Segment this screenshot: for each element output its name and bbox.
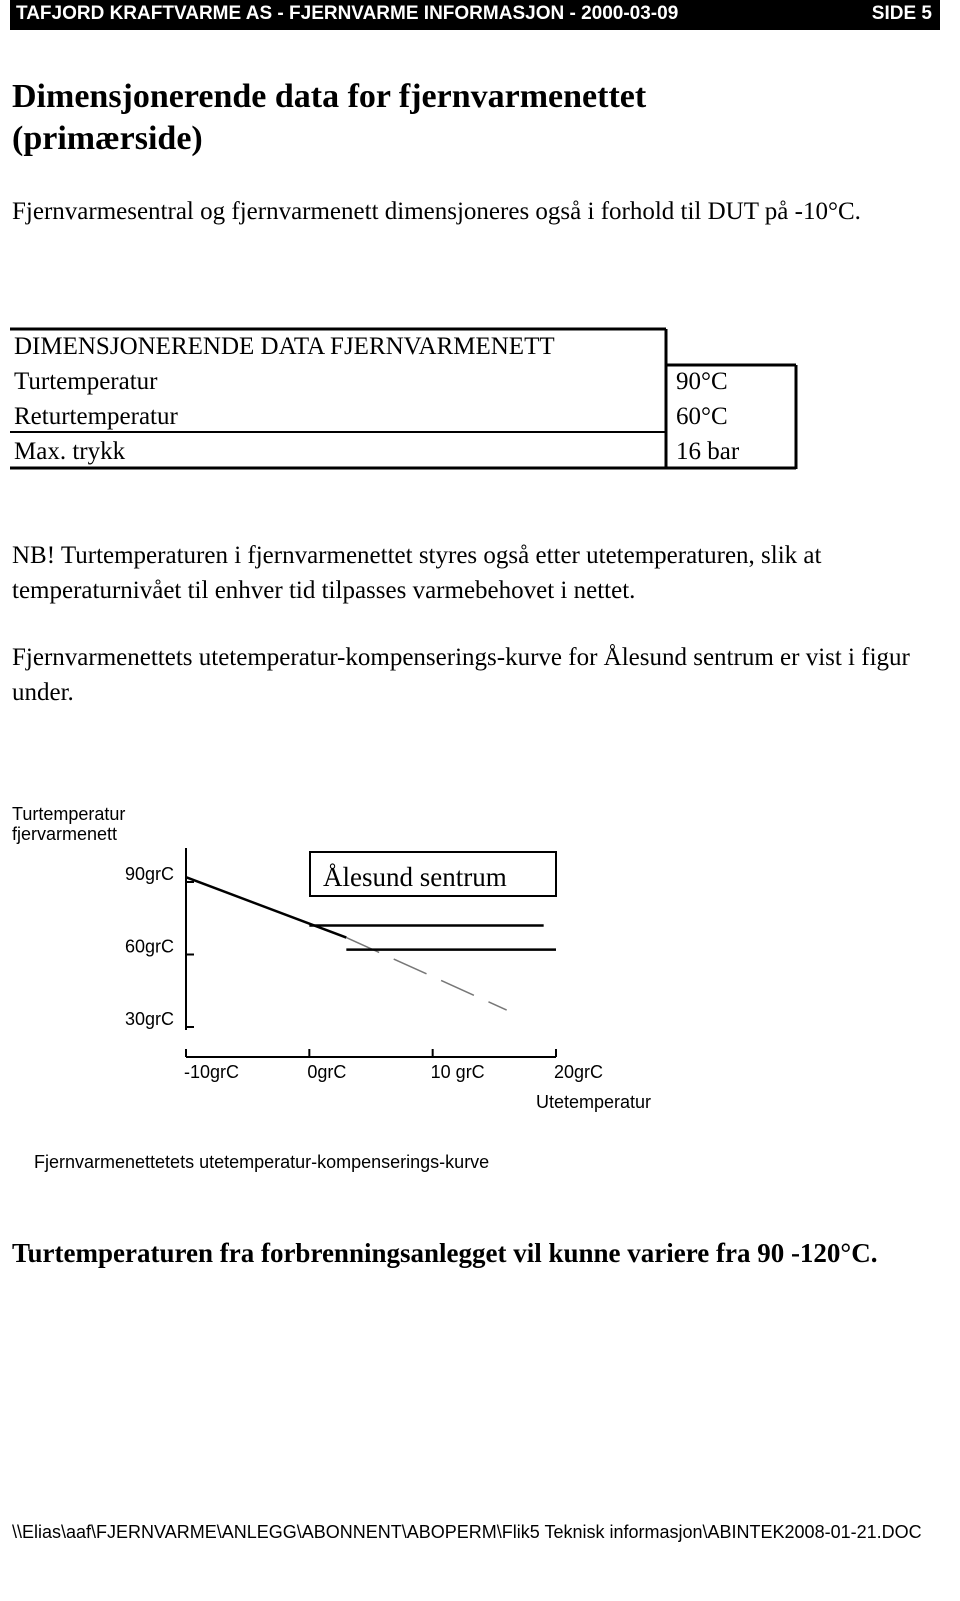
table-row-value: 90°C — [676, 368, 728, 395]
y-axis-label-line1: Turtemperatur — [12, 804, 126, 824]
y-tick-label: 60grC — [124, 936, 174, 957]
header-bar — [10, 0, 940, 30]
note-paragraph: NB! Turtemperaturen i fjernvarmenettet styres også etter utetemperaturen, slik at temperaturnivået til enhver tid tilpasses varmebehovet i nettet. — [12, 542, 822, 604]
table-row-label: Max. trykk — [14, 438, 126, 465]
chart-caption: Fjernvarmenettetets utetemperatur-kompenserings-kurve — [34, 1152, 490, 1172]
chart-svg — [0, 790, 960, 1190]
x-tick-label: 20grC — [554, 1062, 604, 1082]
x-axis-label: Utetemperatur — [536, 1092, 652, 1112]
x-tick-label: 10 grC — [430, 1062, 485, 1082]
footer-path: \\Elias\aaf\FJERNVARME\ANLEGG\ABONNENT\ABOPERM\Flik5 Teknisk informasjon\ABINTEK2008-01-21.DOC — [12, 1522, 922, 1542]
header-title: TAFJORD KRAFTVARME AS - FJERNVARME INFORMASJON - 2000-03-09 — [16, 3, 679, 24]
conclusion-text: Turtemperaturen fra forbrenningsanlegget vil kunne variere fra 90 -120°C. — [12, 1238, 878, 1268]
x-tick-label: -10grC — [184, 1062, 240, 1082]
table-row-label: Returtemperatur — [14, 403, 178, 430]
figure-intro-paragraph: Fjernvarmenettets utetemperatur-kompenserings-kurve for Ålesund sentrum er vist i figur under. — [12, 644, 910, 706]
table-row-label: Turtemperatur — [14, 368, 158, 395]
x-tick-label: 0grC — [307, 1062, 347, 1082]
intro-paragraph: Fjernvarmesentral og fjernvarmenett dimensjoneres også i forhold til DUT på -10°C. — [12, 198, 861, 225]
table-row-value: 16 bar — [676, 438, 740, 465]
chart-title: Ålesund sentrum — [323, 862, 507, 892]
y-tick-label: 30grC — [124, 1009, 174, 1029]
page-title: Dimensjonerende data for fjernvarmenettet (primærside) — [12, 78, 647, 157]
compensation-chart — [0, 790, 960, 1190]
page-number: SIDE 5 — [871, 3, 932, 24]
table-row-value: 60°C — [676, 403, 728, 430]
table-title: DIMENSJONERENDE DATA FJERNVARMENETT — [14, 333, 555, 360]
y-axis-label-line2: fjervarmenett — [12, 824, 118, 844]
y-tick-label: 90grC — [124, 864, 174, 884]
